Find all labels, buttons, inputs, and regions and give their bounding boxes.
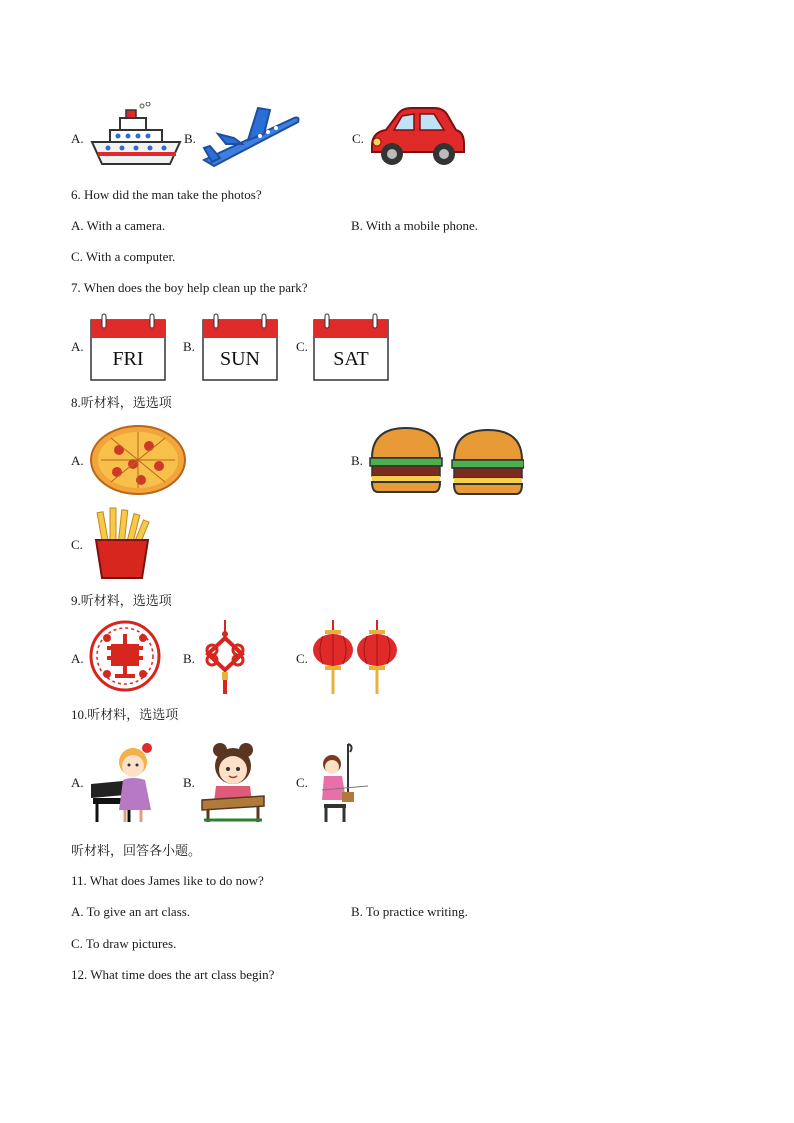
fries-icon — [90, 506, 154, 580]
q7-option-a-label: A. — [71, 339, 84, 354]
q6-option-b[interactable]: B. With a mobile phone. — [351, 218, 479, 233]
lanterns-icon — [311, 620, 399, 696]
q9-question: 9.听材料，选选项 — [71, 593, 172, 608]
airplane-icon — [198, 104, 302, 170]
q10-option-a-label: A. — [71, 775, 84, 790]
girl-guzheng-icon — [200, 740, 266, 824]
q12-question: 12. What time does the art class begin? — [71, 967, 275, 982]
calendar-sun-icon — [202, 312, 278, 382]
calendar-fri-icon — [90, 312, 166, 382]
q9-option-c-label: C. — [296, 651, 308, 666]
q8-option-c-label: C. — [71, 537, 83, 552]
burgers-icon — [368, 426, 524, 496]
paper-cut-icon — [89, 620, 161, 692]
calendar-sat-icon — [313, 312, 389, 382]
q7-option-b-label: B. — [183, 339, 195, 354]
q9-option-a-label: A. — [71, 651, 84, 666]
q10-question: 10.听材料，选选项 — [71, 707, 179, 722]
q10-option-c-label: C. — [296, 775, 308, 790]
q8-option-a-label: A. — [71, 453, 84, 468]
q11-option-c[interactable]: C. To draw pictures. — [71, 936, 177, 951]
girl-piano-icon — [89, 740, 163, 824]
q6-question: 6. How did the man take the photos? — [71, 187, 262, 202]
q10-option-b-label: B. — [183, 775, 195, 790]
q8-question: 8.听材料，选选项 — [71, 395, 172, 410]
q11-option-a[interactable]: A. To give an art class. — [71, 904, 191, 919]
q5-option-b-label: B. — [184, 131, 196, 146]
car-icon — [368, 104, 468, 168]
ship-icon — [88, 102, 184, 172]
q8-option-b-label: B. — [351, 453, 363, 468]
q6-option-c[interactable]: C. With a computer. — [71, 249, 176, 264]
q7-option-c-label: C. — [296, 339, 308, 354]
q5-option-c-label: C. — [352, 131, 364, 146]
calendar-day-label: SAT — [333, 348, 369, 370]
q11-option-b[interactable]: B. To practice writing. — [351, 904, 468, 919]
calendar-day-label: SUN — [219, 348, 261, 370]
chinese-knot-icon — [200, 620, 250, 696]
girl-erhu-icon — [318, 742, 370, 824]
q11-question: 11. What does James like to do now? — [71, 873, 264, 888]
q7-question: 7. When does the boy help clean up the park? — [71, 280, 308, 295]
q5-option-a-label: A. — [71, 131, 84, 146]
section-instruction: 听材料，回答各小题。 — [71, 843, 202, 858]
q9-option-b-label: B. — [183, 651, 195, 666]
q6-option-a[interactable]: A. With a camera. — [71, 218, 166, 233]
pizza-icon — [89, 424, 187, 496]
calendar-day-label: FRI — [112, 348, 144, 370]
